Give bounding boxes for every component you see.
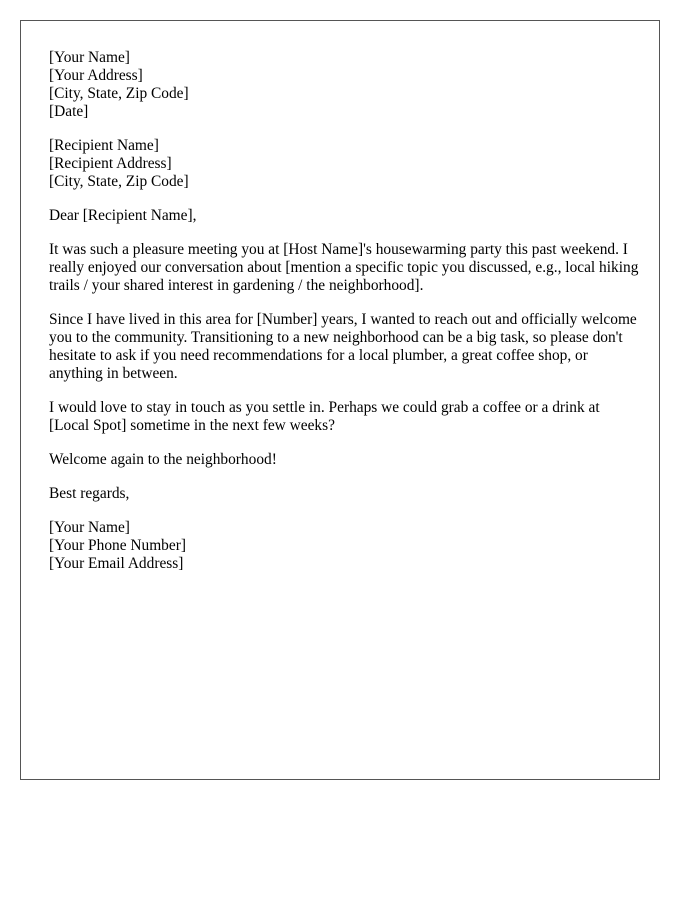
recipient-name: [Recipient Name] bbox=[49, 137, 159, 154]
sender-name: [Your Name] bbox=[49, 49, 130, 66]
signature-phone: [Your Phone Number] bbox=[49, 537, 186, 554]
signature-block bbox=[49, 519, 639, 573]
body-paragraph: It was such a pleasure meeting you at [Host Name]'s housewarming party this past weekend. I really enjoyed our conversation about [mention a specific topic you discussed, e.g., local hiking trails / your shared interest in gardening / the neighborhood]. bbox=[49, 241, 639, 294]
letter-content bbox=[49, 49, 639, 589]
signature-name: [Your Name] bbox=[49, 519, 130, 536]
recipient-address: [Recipient Address] bbox=[49, 155, 172, 172]
letter-date: [Date] bbox=[49, 103, 89, 120]
sender-city-state-zip: [City, State, Zip Code] bbox=[49, 85, 189, 102]
recipient-block bbox=[49, 137, 639, 191]
signature-email: [Your Email Address] bbox=[49, 555, 184, 572]
sender-address: [Your Address] bbox=[49, 67, 143, 84]
recipient-city-state-zip: [City, State, Zip Code] bbox=[49, 173, 189, 190]
body-paragraph: Since I have lived in this area for [Number] years, I wanted to reach out and officially welcome you to the community. Transitioning to a new neighborhood can be a big task, so please don't hesitate to ask if you need recommendations for a local plumber, a great coffee shop, or anything in between. bbox=[49, 311, 637, 382]
letter-page bbox=[20, 20, 660, 780]
salutation: Dear [Recipient Name], bbox=[49, 207, 197, 224]
body-paragraph: Welcome again to the neighborhood! bbox=[49, 451, 277, 468]
closing: Best regards, bbox=[49, 485, 130, 502]
sender-block bbox=[49, 49, 639, 121]
body-paragraph: I would love to stay in touch as you settle in. Perhaps we could grab a coffee or a drink at [Local Spot] sometime in the next few weeks? bbox=[49, 399, 600, 434]
